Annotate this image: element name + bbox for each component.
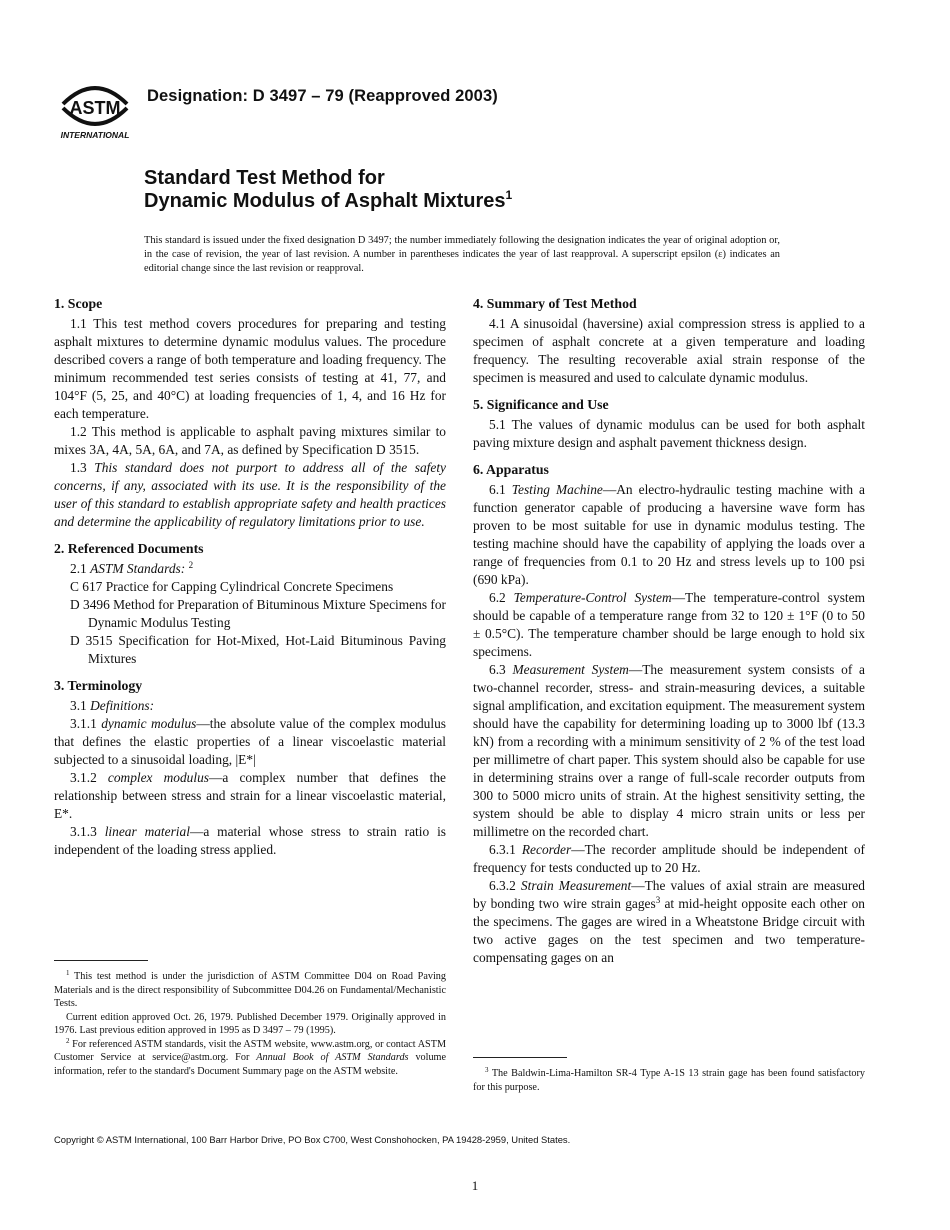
apparatus-term: Measurement System — [512, 662, 629, 677]
footnote-rule-left — [54, 960, 148, 961]
section-heading-terminology: 3. Terminology — [54, 678, 143, 693]
term-definition: —the absolute value of the complex modulus that defines the elastic properties of a linear viscoelastic material subjected to a sinusoidal loading, |E*| — [54, 716, 446, 767]
astm-logo-graphic — [55, 78, 135, 142]
apparatus-num: 6.2 — [489, 590, 506, 605]
apparatus-term: Recorder — [521, 842, 572, 857]
footnote-3-text: The Baldwin-Lima-Hamilton SR-4 Type A-1S 13 strain gage has been found satisfactory for this purpose. — [473, 1068, 865, 1093]
standard-notice: This standard is issued under the fixed designation D 3497; the number immediately following the designation indicates the year of original adoption or, in the case of revision, the year of last revision. A number in parentheses indicates the year of last reapproval. A superscript epsilon (ε) indicates an editorial change since the last revision or reapproval. — [144, 235, 780, 274]
section-heading-significance: 5. Significance and Use — [473, 397, 609, 412]
terminology-3-1-2 — [54, 769, 446, 823]
reference-item: D 3496 Method for Preparation of Bituminous Mixture Specimens for Dynamic Modulus Testing — [70, 597, 446, 630]
footnote-2 — [54, 1038, 446, 1079]
referenced-footnote-mark: 2 — [188, 560, 194, 570]
title-line-1: Standard Test Method for — [144, 167, 385, 189]
copyright: Copyright © ASTM International, 100 Barr Harbor Drive, PO Box C700, West Conshohocken, PA 19428-2959, United States. — [54, 1134, 571, 1145]
terminology-3-1-3 — [54, 823, 446, 859]
footnote-1 — [54, 970, 446, 1011]
scope-1-3-num: 1.3 — [70, 460, 87, 475]
section-heading-apparatus: 6. Apparatus — [473, 462, 549, 477]
scope-1-1: 1.1 This test method covers procedures for preparing and testing asphalt mixtures to determine dynamic modulus values. The procedure described covers a range of both temperature and loading frequency. The minimum recommended test series consists of testing at 41, 77, and 104°F (5, 25, and 40°C) at loading frequencies of 1, 4, and 16 Hz for each temperature. — [54, 316, 446, 421]
title-line-2-text: Dynamic Modulus of Asphalt Mixtures — [144, 190, 506, 212]
footnote-mark: 3 — [655, 895, 661, 905]
footnote-2-text-cont: volume information, refer to the standard's Document Summary page on the ASTM website. — [54, 1052, 447, 1077]
section-heading-referenced: 2. Referenced Documents — [54, 541, 204, 556]
term-complex-modulus: complex modulus — [107, 770, 209, 785]
scope-1-2: 1.2 This method is applicable to asphalt paving mixtures similar to mixes 3A, 4A, 5A, 6A, and 7A, as defined by Specification D 3515. — [54, 424, 446, 457]
apparatus-num: 6.3.2 — [489, 878, 516, 893]
apparatus-num: 6.3 — [489, 662, 506, 677]
footnote-1-mark: 1 — [66, 969, 70, 977]
apparatus-text: —The recorder amplitude should be independent of frequency for tests conducted up to 20 Hz. — [473, 842, 865, 875]
title-line-2 — [144, 190, 512, 213]
scope-1-3 — [54, 459, 446, 531]
reference-item: C 617 Practice for Capping Cylindrical Concrete Specimens — [70, 579, 394, 594]
apparatus-text: —An electro-hydraulic testing machine with a function generator capable of producing a haversine wave form has proven to be most suitable for use in dynamic modulus testing. The testing machine should have the capability of applying the loads over a range of frequencies from 0.1 to 20 Hz and stress levels up to 100 psi (690 kPa). — [473, 482, 865, 587]
footnote-1-text: This test method is under the jurisdiction of ASTM Committee D04 on Road Paving Materials and is the direct responsibility of Subcommittee D04.26 on Fundamental/Mechanistic Tests. — [54, 971, 446, 1009]
right-column — [473, 295, 865, 967]
logo-subtext: INTERNATIONAL — [60, 130, 130, 140]
footnotes-left — [54, 970, 446, 1078]
apparatus-text: —The values of axial strain are measured by bonding two wire strain gages — [473, 878, 865, 911]
term-num: 3.1.3 — [70, 824, 97, 839]
apparatus-text: —The measurement system consists of a two-channel recorder, stress- and strain-measuring devices, a suitable signal amplification, and excitation equipment. The measurement system should have the capability for determining loading up to 3000 lbf (13.3 kN) from a recording with a minimum sensitivity of 2 % of the test load per millimetre of chart paper. This system should also be capable for use in determining strains over a range of full-scale recorder outputs from 300 to 5000 micro units of strain. At the highest sensitivity setting, the system should be able to display 4 micro strain units or less per millimetre on the recorded chart. — [473, 662, 865, 839]
reference-item: D 3515 Specification for Hot-Mixed, Hot-Laid Bituminous Paving Mixtures — [70, 633, 446, 666]
terminology-3-1-title: Definitions: — [90, 698, 155, 713]
terminology-3-1 — [54, 697, 446, 715]
term-dynamic-modulus: dynamic modulus — [101, 716, 197, 731]
term-definition: —a material whose stress to strain ratio is independent of the loading stress applied. — [54, 824, 446, 857]
apparatus-num: 6.3.1 — [489, 842, 516, 857]
footnote-3 — [473, 1067, 865, 1094]
scope-1-3-text: This standard does not purport to address all of the safety concerns, if any, associated with its use. It is the responsibility of the user of this standard to establish appropriate safety and health practices and determine the applicability of regulatory limitations prior to use. — [54, 460, 446, 529]
designation: Designation: D 3497 – 79 (Reapproved 2003) — [147, 87, 498, 105]
apparatus-term: Testing Machine — [511, 482, 603, 497]
term-num: 3.1.2 — [70, 770, 97, 785]
apparatus-6-3-2 — [473, 877, 865, 967]
referenced-2-1-title: ASTM Standards: — [90, 561, 186, 576]
title-footnote-mark: 1 — [505, 188, 513, 202]
page-number: 1 — [471, 1178, 479, 1193]
apparatus-text: —The temperature-control system should be capable of a temperature range from 32 to 120 ± 1°F (0 to 50 ± 0.5°C). The temperature chamber should be large enough to hold six specimens. — [473, 590, 865, 659]
footnote-2-text: For referenced ASTM standards, visit the ASTM website, www.astm.org, or contact ASTM Customer Service at service@astm.org. For — [54, 1038, 446, 1063]
terminology-3-1-num: 3.1 — [70, 698, 87, 713]
footnote-rule-right — [473, 1057, 567, 1058]
referenced-2-1 — [54, 560, 446, 578]
footnote-2-em: Annual Book of ASTM Standards — [256, 1052, 409, 1063]
apparatus-term: Strain Measurement — [520, 878, 632, 893]
document-title — [144, 167, 512, 213]
left-column — [54, 295, 446, 859]
apparatus-num: 6.1 — [489, 482, 506, 497]
footnote-2-mark: 2 — [66, 1036, 70, 1045]
section-heading-scope: 1. Scope — [54, 296, 103, 311]
footnote-3-mark: 3 — [485, 1066, 489, 1074]
apparatus-6-3-1 — [473, 841, 865, 877]
terminology-3-1-1 — [54, 715, 446, 769]
apparatus-text-cont: at mid-height opposite each other on the specimens. The gages are wired in a Wheatstone Bridge circuit with two active gages on the test specimen and two temperature-compensating gages on an — [473, 896, 865, 965]
significance-5-1: 5.1 The values of dynamic modulus can be used for both asphalt paving mixture design and asphalt pavement thickness design. — [473, 417, 865, 450]
term-linear-material: linear material — [104, 824, 190, 839]
term-num: 3.1.1 — [70, 716, 97, 731]
apparatus-term: Temperature-Control System — [513, 590, 672, 605]
apparatus-6-2 — [473, 589, 865, 661]
apparatus-6-3 — [473, 661, 865, 841]
apparatus-6-1 — [473, 481, 865, 589]
term-definition: —a complex number that defines the relationship between stress and strain for a linear viscoelastic material, E*. — [54, 770, 446, 821]
footnotes-right — [473, 1067, 865, 1094]
section-heading-summary: 4. Summary of Test Method — [473, 296, 637, 311]
summary-4-1: 4.1 A sinusoidal (haversine) axial compression stress is applied to a specimen of asphalt concrete at a given temperature and loading frequency. The resulting recoverable axial strain response of the specimen is measured and used to calculate dynamic modulus. — [473, 316, 865, 385]
footnote-1-edition: Current edition approved Oct. 26, 1979. Published December 1979. Originally approved in 1976. Last previous edition approved in 1995 as D 3497 – 79 (1995). — [54, 1011, 446, 1036]
astm-logo — [55, 78, 135, 142]
referenced-2-1-num: 2.1 — [70, 561, 87, 576]
logo-text: ASTM — [69, 98, 121, 118]
